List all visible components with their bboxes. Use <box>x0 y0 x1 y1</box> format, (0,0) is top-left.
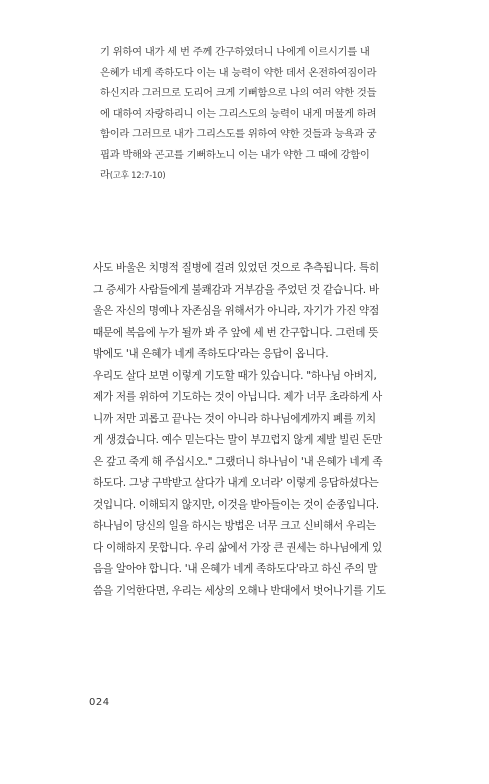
scripture-quote <box>100 42 385 186</box>
body-line: 때문에 복음에 누가 될까 봐 주 앞에 세 번 간구합니다. 그런데 뜻 <box>93 326 379 339</box>
body-line: 것입니다. 이해되지 않지만, 이것을 받아들이는 것이 순종입니다. <box>93 498 379 511</box>
scripture-reference: (고후 12:7-10) <box>109 171 166 181</box>
body-line: 다 이해하지 못합니다. 우리 삶에서 가장 큰 권세는 하나님에게 있 <box>93 541 382 554</box>
body-line: 제가 저를 위하여 기도하는 것이 아닙니다. 제가 너무 초라하게 사 <box>93 391 382 403</box>
body-line: 하나님이 당신의 일을 하시는 방법은 너무 크고 신비해서 우리는 <box>93 520 376 532</box>
body-line: 게 생겼습니다. 예수 믿는다는 말이 부끄럽지 않게 제발 빌린 돈만 <box>93 434 382 446</box>
quote-line: 핍과 박해와 곤고를 기뻐하노니 이는 내가 약한 그 때에 강함이 <box>100 148 370 161</box>
body-text <box>93 258 393 602</box>
body-line: 은 갚고 죽게 해 주십시오." 그랬더니 하나님이 '내 은혜가 네게 족 <box>93 455 383 468</box>
quote-line: 함이라 그러므로 내가 그리스도를 위하여 약한 것들과 능욕과 궁 <box>100 128 377 140</box>
body-line: 우리도 살다 보면 이렇게 기도할 때가 있습니다. "하나님 아버지, <box>93 369 377 382</box>
quote-line: 하신지라 그러므로 도리어 크게 기뻐함으로 나의 여러 약한 것들 <box>100 87 377 99</box>
body-line: 그 증세가 사람들에게 불쾌감과 거부감을 주었던 것 같습니다. 바 <box>93 283 379 296</box>
body-line: 하도다. 그냥 구박받고 살다가 내게 오너라' 이렇게 응답하셨다는 <box>93 477 379 489</box>
quote-last-line-text: 라 <box>100 169 110 181</box>
quote-line: 은혜가 네게 족하도다 이는 내 능력이 약한 데서 온전하여짐이라 <box>100 66 377 79</box>
body-line: 울은 자신의 명예나 자존심을 위해서가 아니라, 자기가 가진 약점 <box>93 305 379 317</box>
body-line: 음을 알아야 합니다. '내 은혜가 네게 족하도다'라고 하신 주의 말 <box>93 563 378 575</box>
quote-line: 기 위하여 내가 세 번 주께 간구하였더니 나에게 이르시기를 내 <box>100 46 370 58</box>
body-line: 사도 바울은 치명적 질병에 걸려 있었던 것으로 추측됩니다. 특히 <box>93 262 379 274</box>
body-line: 씀을 기억한다면, 우리는 세상의 오해나 반대에서 벗어나기를 기도 <box>93 584 386 597</box>
body-line: 밖에도 '내 은혜가 네게 족하도다'라는 응답이 옵니다. <box>93 348 329 360</box>
page-number: 024 <box>89 697 110 708</box>
quote-last-line <box>100 165 385 186</box>
body-line: 니까 저만 괴롭고 끝나는 것이 아니라 하나님에게까지 폐를 끼치 <box>93 412 376 425</box>
quote-line: 에 대하여 자랑하리니 이는 그리스도의 능력이 내게 머물게 하려 <box>100 107 377 120</box>
